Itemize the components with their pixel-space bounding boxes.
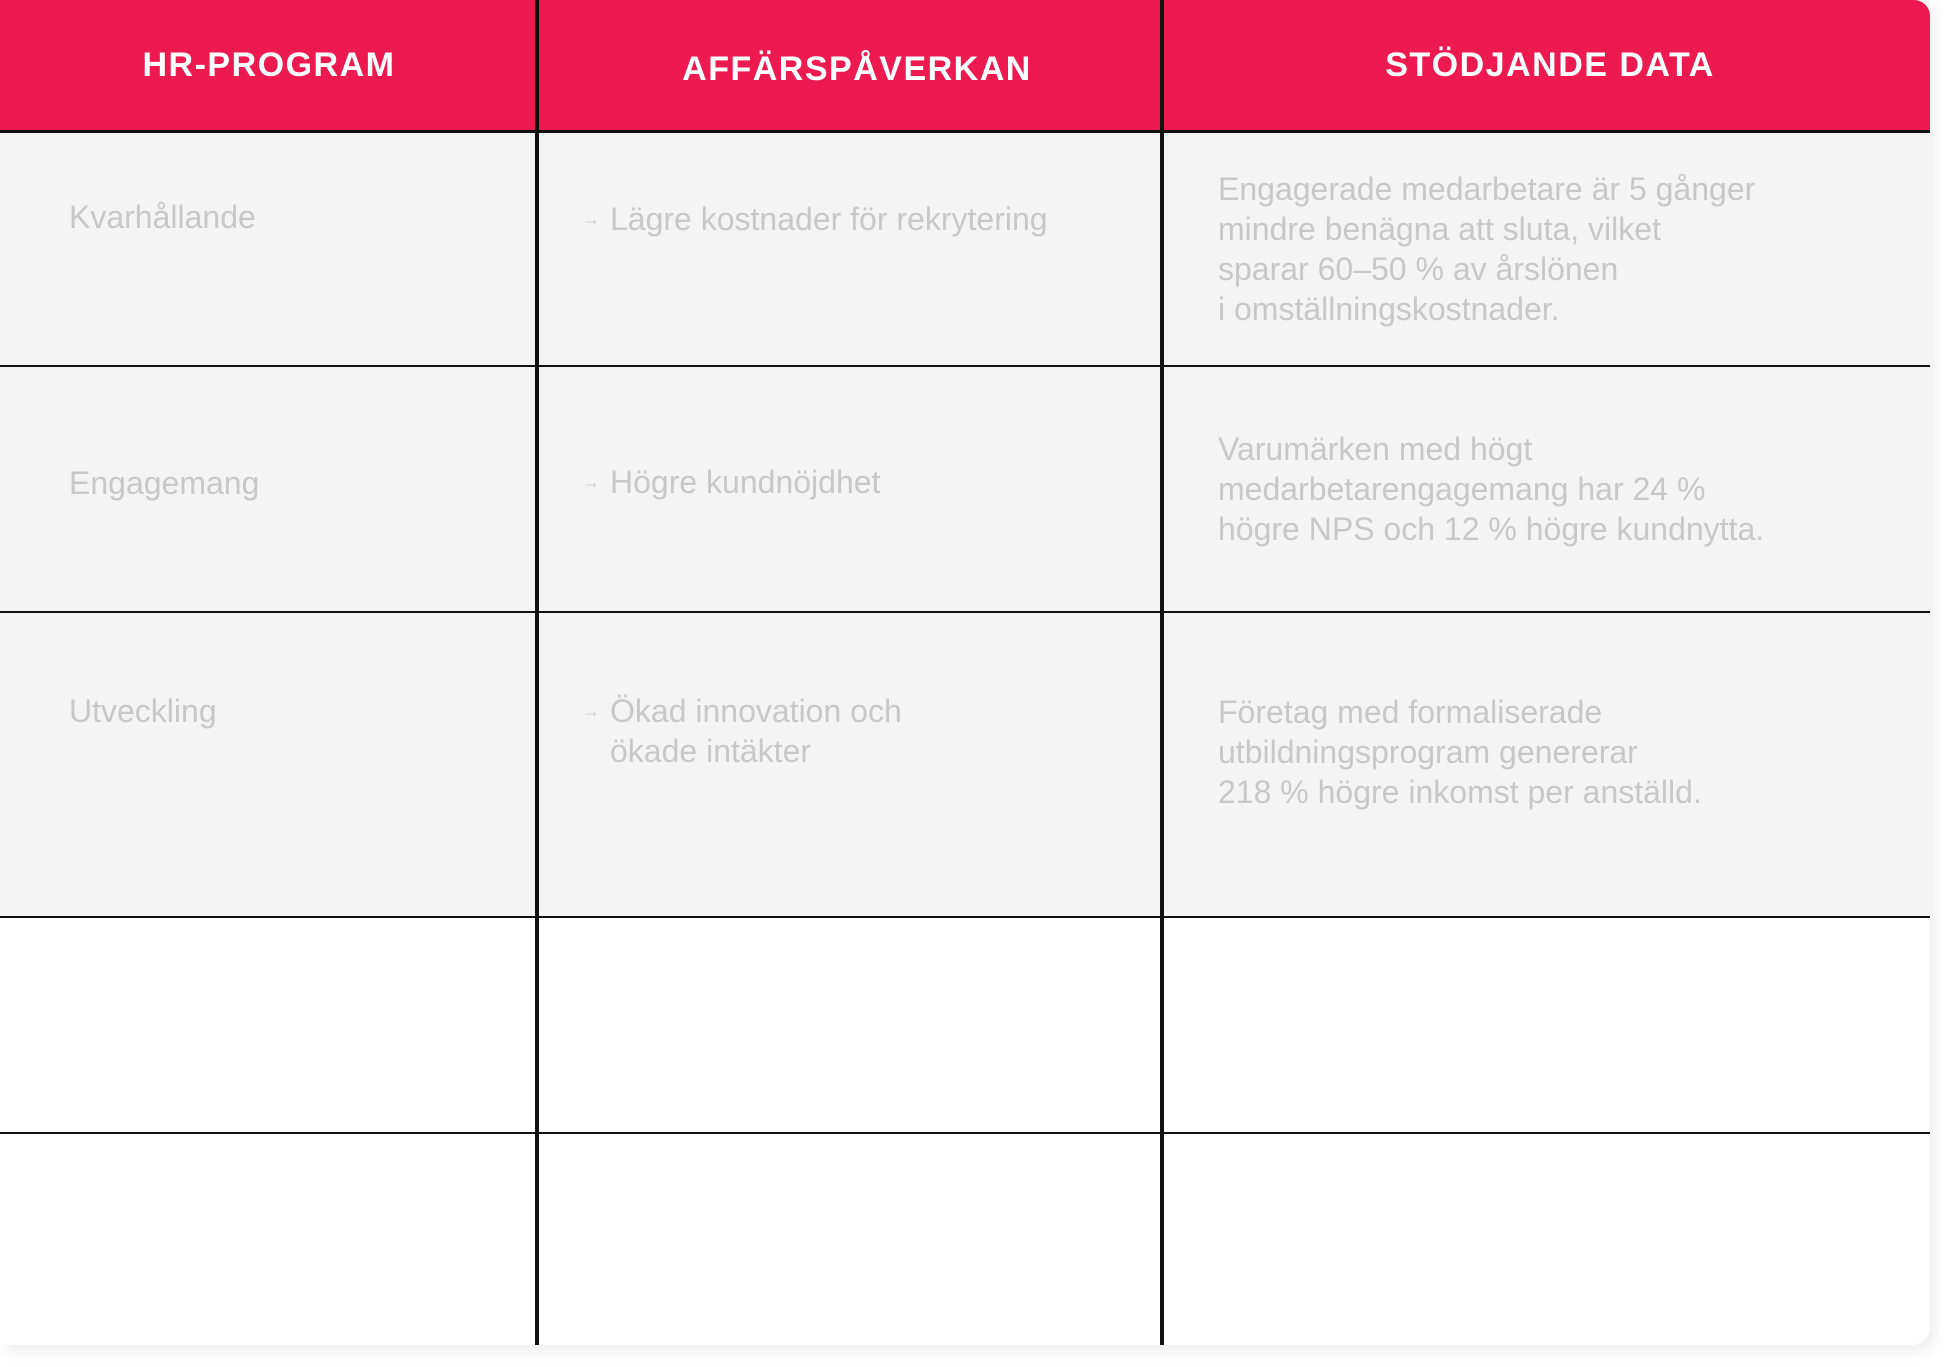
impact-cell [582,691,902,771]
impact-cell [582,462,880,502]
supporting-data-cell [1218,169,1755,329]
arrow-right-icon: → [582,209,600,229]
data-line: Företag med formaliserade [1218,694,1603,730]
impact-line: ökade intäkter [610,733,812,769]
table-header [0,0,1930,133]
data-line: högre NPS och 12 % högre kundnytta. [1218,511,1765,547]
impact-cell [582,199,1048,239]
impact-text [610,199,1048,239]
row-divider [0,365,1930,367]
data-line: Varumärken med högt [1218,431,1533,467]
header-supporting-data: STÖDJANDE DATA [1385,45,1715,84]
program-cell: Utveckling [69,693,217,729]
impact-line: Högre kundnöjdhet [610,464,881,500]
empty-rows-background [0,917,1930,1345]
column-divider [1160,0,1164,1345]
data-line: i omställningskostnader. [1218,291,1560,327]
row-divider [0,1132,1930,1134]
header-business-impact: AFFÄRSPÅVERKAN [682,49,1032,88]
program-cell: Engagemang [69,465,260,501]
data-line: mindre benägna att sluta, vilket [1218,211,1661,247]
data-line: Engagerade medarbetare är 5 gånger [1218,171,1756,207]
data-line: 218 % högre inkomst per anställd. [1218,774,1702,810]
row-divider [0,916,1930,918]
row-divider [0,611,1930,613]
supporting-data-cell [1218,692,1702,812]
impact-text [610,691,902,771]
supporting-data-cell [1218,429,1764,549]
program-cell: Kvarhållande [69,199,256,235]
arrow-right-icon: → [582,472,600,492]
column-divider [535,0,539,1345]
impact-line: Ökad innovation och [610,693,902,729]
header-hr-program: HR-PROGRAM [142,45,396,84]
data-line: sparar 60–50 % av årslönen [1218,251,1619,287]
impact-line: Lägre kostnader för rekrytering [610,201,1048,237]
arrow-right-icon: → [582,701,600,721]
data-line: medarbetarengagemang har 24 % [1218,471,1706,507]
data-line: utbildningsprogram genererar [1218,734,1638,770]
impact-text [610,462,880,502]
